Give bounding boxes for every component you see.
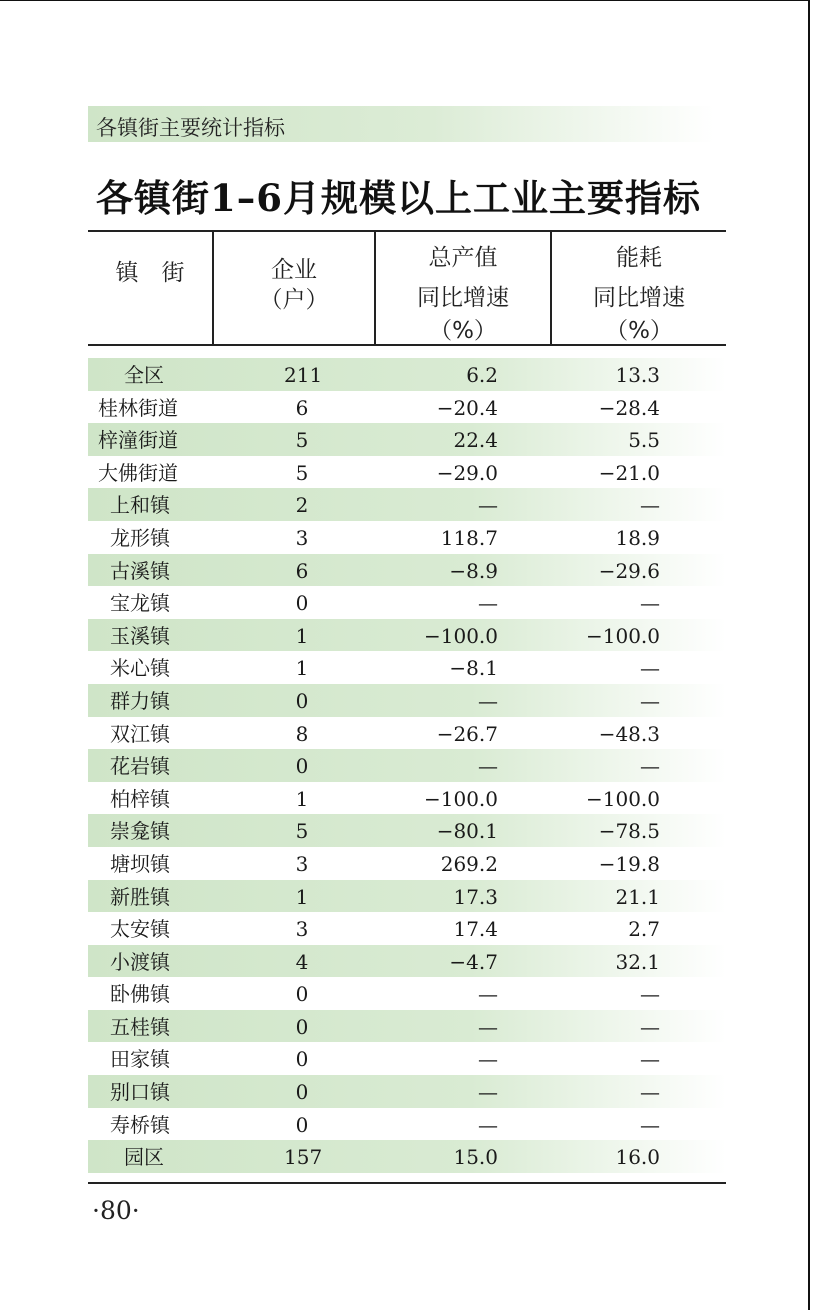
output-growth: 17.3 — [453, 884, 498, 909]
enterprise-count: 0 — [295, 1014, 309, 1039]
page-number: ·80· — [92, 1196, 140, 1225]
table-row — [88, 1010, 726, 1043]
town-name: 小渡镇 — [110, 949, 170, 974]
output-growth: 269.2 — [440, 851, 498, 876]
enterprise-count: 1 — [295, 884, 309, 909]
enterprise-count: 0 — [295, 1080, 309, 1105]
output-growth: −8.1 — [449, 656, 498, 681]
table-row — [88, 814, 726, 847]
town-name: 塘坝镇 — [110, 851, 170, 876]
enterprise-count: 0 — [295, 754, 309, 779]
town-name: 龙形镇 — [110, 525, 170, 550]
enterprise-count: 3 — [295, 917, 309, 942]
table-row — [88, 1108, 726, 1141]
table-row — [88, 391, 726, 424]
table-row — [88, 847, 726, 880]
town-name: 新胜镇 — [110, 884, 170, 909]
table-row — [88, 1140, 726, 1173]
output-growth: — — [478, 1112, 498, 1137]
table-top-rule — [88, 230, 726, 232]
table-row — [88, 521, 726, 554]
enterprise-count: 5 — [295, 428, 309, 453]
output-growth: — — [478, 754, 498, 779]
enterprise-count: 211 — [284, 363, 323, 387]
column-header-town: 镇 街 — [115, 260, 185, 286]
energy-growth: 21.1 — [615, 884, 660, 909]
column-header-energy-growth: 能耗 同比增速 （%） — [593, 245, 685, 344]
table-row — [88, 880, 726, 913]
town-name: 卧佛镇 — [110, 982, 170, 1007]
enterprise-count: 0 — [295, 688, 309, 713]
energy-growth: — — [640, 1080, 660, 1105]
town-name: 全区 — [124, 363, 164, 387]
table-row — [88, 945, 726, 978]
town-name: 梓潼街道 — [98, 428, 178, 453]
output-growth: — — [478, 1047, 498, 1072]
town-name: 双江镇 — [110, 721, 170, 746]
table-row — [88, 1075, 726, 1108]
page-title: 各镇街1–6月规模以上工业主要指标 — [96, 176, 701, 220]
output-growth: −8.9 — [449, 558, 498, 583]
enterprise-count: 0 — [295, 1047, 309, 1072]
enterprise-count: 8 — [295, 721, 309, 746]
enterprise-count: 0 — [295, 1112, 309, 1137]
table-row — [88, 717, 726, 750]
output-growth: 118.7 — [440, 525, 498, 550]
energy-growth: — — [640, 591, 660, 616]
table-row — [88, 586, 726, 619]
town-name: 群力镇 — [110, 688, 170, 713]
energy-growth: 2.7 — [628, 917, 660, 942]
column-header-enterprises: 企业 （户） — [259, 257, 329, 313]
town-name: 大佛街道 — [98, 460, 178, 485]
output-growth: −26.7 — [436, 721, 498, 746]
output-growth: 15.0 — [453, 1145, 498, 1170]
town-name: 柏梓镇 — [110, 786, 170, 811]
energy-growth: — — [640, 1014, 660, 1039]
column-header-output-growth: 总产值 同比增速 （%） — [417, 245, 509, 344]
energy-growth: — — [640, 493, 660, 518]
enterprise-count: 0 — [295, 982, 309, 1007]
enterprise-count: 5 — [295, 819, 309, 844]
section-title: 各镇街主要统计指标 — [96, 116, 285, 140]
energy-growth: −48.3 — [598, 721, 660, 746]
enterprise-count: 3 — [295, 525, 309, 550]
energy-growth: −28.4 — [598, 395, 660, 420]
town-name: 崇龛镇 — [110, 819, 170, 844]
output-growth: −4.7 — [449, 949, 498, 974]
table-row — [88, 488, 726, 521]
energy-growth: 32.1 — [615, 949, 660, 974]
table-row — [88, 782, 726, 815]
energy-growth: −29.6 — [598, 558, 660, 583]
output-growth: — — [478, 1080, 498, 1105]
town-name: 别口镇 — [110, 1080, 170, 1105]
enterprise-count: 4 — [295, 949, 309, 974]
town-name: 米心镇 — [110, 656, 170, 681]
table-body — [88, 358, 726, 1173]
table-row — [88, 423, 726, 456]
town-name: 五桂镇 — [110, 1014, 170, 1039]
table-row — [88, 358, 726, 391]
enterprise-count: 2 — [295, 493, 309, 518]
town-name: 桂林街道 — [98, 395, 178, 420]
town-name: 太安镇 — [110, 917, 170, 942]
energy-growth: −78.5 — [598, 819, 660, 844]
energy-growth: −19.8 — [598, 851, 660, 876]
table-row — [88, 619, 726, 652]
enterprise-count: 6 — [295, 558, 309, 583]
table-header-rule — [88, 344, 726, 346]
table-row — [88, 554, 726, 587]
energy-growth: — — [640, 1112, 660, 1137]
output-growth: −100.0 — [423, 623, 498, 648]
energy-growth: — — [640, 1047, 660, 1072]
output-growth: 6.2 — [466, 363, 498, 387]
table-row — [88, 749, 726, 782]
output-growth: — — [478, 688, 498, 713]
energy-growth: −100.0 — [585, 623, 660, 648]
energy-growth: — — [640, 688, 660, 713]
energy-growth: 16.0 — [615, 1145, 660, 1170]
energy-growth: 13.3 — [615, 363, 660, 387]
output-growth: — — [478, 493, 498, 518]
energy-growth: 5.5 — [628, 428, 660, 453]
enterprise-count: 1 — [295, 623, 309, 648]
table-bottom-rule — [88, 1182, 726, 1184]
output-growth: −20.4 — [436, 395, 498, 420]
output-growth: −100.0 — [423, 786, 498, 811]
energy-growth: — — [640, 982, 660, 1007]
output-growth: −29.0 — [436, 460, 498, 485]
output-growth: −80.1 — [436, 819, 498, 844]
town-name: 玉溪镇 — [110, 623, 170, 648]
town-name: 古溪镇 — [110, 558, 170, 583]
table-row — [88, 912, 726, 945]
output-growth: — — [478, 982, 498, 1007]
output-growth: — — [478, 1014, 498, 1039]
enterprise-count: 6 — [295, 395, 309, 420]
energy-growth: −100.0 — [585, 786, 660, 811]
output-growth: 22.4 — [453, 428, 498, 453]
enterprise-count: 1 — [295, 656, 309, 681]
energy-growth: −21.0 — [598, 460, 660, 485]
town-name: 田家镇 — [110, 1047, 170, 1072]
energy-growth: — — [640, 656, 660, 681]
enterprise-count: 3 — [295, 851, 309, 876]
enterprise-count: 157 — [284, 1145, 323, 1170]
energy-growth: 18.9 — [615, 525, 660, 550]
table-row — [88, 1042, 726, 1075]
enterprise-count: 5 — [295, 460, 309, 485]
town-name: 上和镇 — [110, 493, 170, 518]
table-row — [88, 684, 726, 717]
table-row — [88, 456, 726, 489]
town-name: 寿桥镇 — [110, 1112, 170, 1137]
town-name: 园区 — [124, 1145, 164, 1170]
town-name: 宝龙镇 — [110, 591, 170, 616]
table-row — [88, 651, 726, 684]
enterprise-count: 1 — [295, 786, 309, 811]
town-name: 花岩镇 — [110, 754, 170, 779]
output-growth: 17.4 — [453, 917, 498, 942]
table-row — [88, 977, 726, 1010]
enterprise-count: 0 — [295, 591, 309, 616]
output-growth: — — [478, 591, 498, 616]
energy-growth: — — [640, 754, 660, 779]
